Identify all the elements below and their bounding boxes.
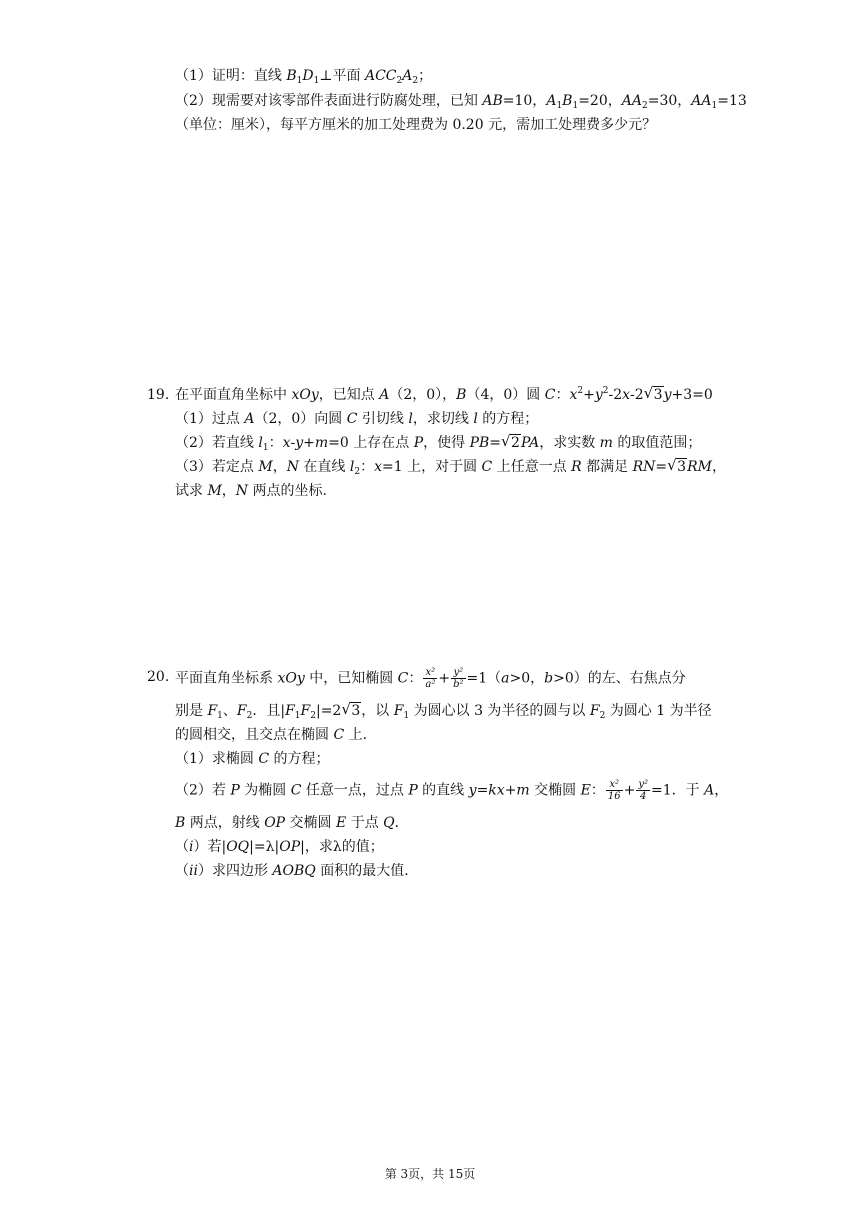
q20-stem-line3: 的圆相交，且交点在椭圆 C 上． bbox=[175, 727, 377, 743]
q19-stem: 在平面直角坐标中 xOy，已知点 A（2，0），B（4，0）圆 C：$x^2+y^2-2x-2$ √ 3y+3=0 bbox=[175, 384, 713, 403]
q18-part1: （1）证明：直线 $B_1D_1\perp$平面 $ACC_2A_2$； bbox=[175, 68, 433, 86]
q20-number: 20. bbox=[147, 669, 170, 685]
q20-part-ii: （ii）求四边形 AOBQ 面积的最大值． bbox=[175, 863, 419, 879]
q18-part2: （2）现需要对该零部件表面进行防腐处理，已知 AB=10，$A_1B_1=20$，$AA_2=30$，$AA_1=13$ bbox=[175, 93, 747, 111]
q20-part-i: （i）若|OQ|=λ|OP|，求λ的值； bbox=[175, 839, 384, 855]
q20-part1: （1）求椭圆 C 的方程； bbox=[175, 751, 330, 767]
q20-stem-line2: 别是 $F_1$、$F_2$．且$|F_1F_2|=2$ √ 3，以 $F_1$ 为圆心以 3 为半径的圆与以 $F_2$ 为圆心 1 为半径 bbox=[175, 700, 712, 721]
q18-part2-cont: （单位：厘米），每平方厘米的加工处理费为 0.20 元，需加工处理费多少元？ bbox=[175, 117, 657, 133]
q19-number: 19. bbox=[147, 387, 170, 403]
page-footer: 第 3页，共 15页 bbox=[384, 1167, 476, 1181]
q20-part2-cont: B 两点，射线 OP 交椭圆 E 于点 Q． bbox=[175, 815, 409, 831]
q19-part3: （3）若定点 M，N 在直线 $l_2$：x=1 上，对于圆 C 上任意一点 R 都满足 RN= √ 3RM， bbox=[175, 456, 726, 477]
q20-stem: 平面直角坐标系 xOy 中，已知椭圆 C： $\frac{\text{x²}}{\text{a²}}$ + $\frac{\text{y²}}{\text{b²}}$ =1（a>0，b>0）的左、右焦点分 bbox=[175, 667, 686, 690]
q19-part3-cont: 试求 M，N 两点的坐标. bbox=[175, 483, 327, 499]
q19-part2: （2）若直线 $l_1$：x-y+m=0 上存在点 P，使得 PB= √ 2PA，求实数 m 的取值范围； bbox=[175, 432, 702, 453]
q20-part2: （2）若 P 为椭圆 C 任意一点，过点 P 的直线 y=kx+m 交椭圆 E： $\frac{\text{x²}}{16}$ + $\frac{\text{y²}}{4}$ =1．于 A， bbox=[175, 779, 729, 802]
q19-part1: （1）过点 A（2，0）向圆 C 引切线 l，求切线 l 的方程； bbox=[175, 411, 539, 427]
